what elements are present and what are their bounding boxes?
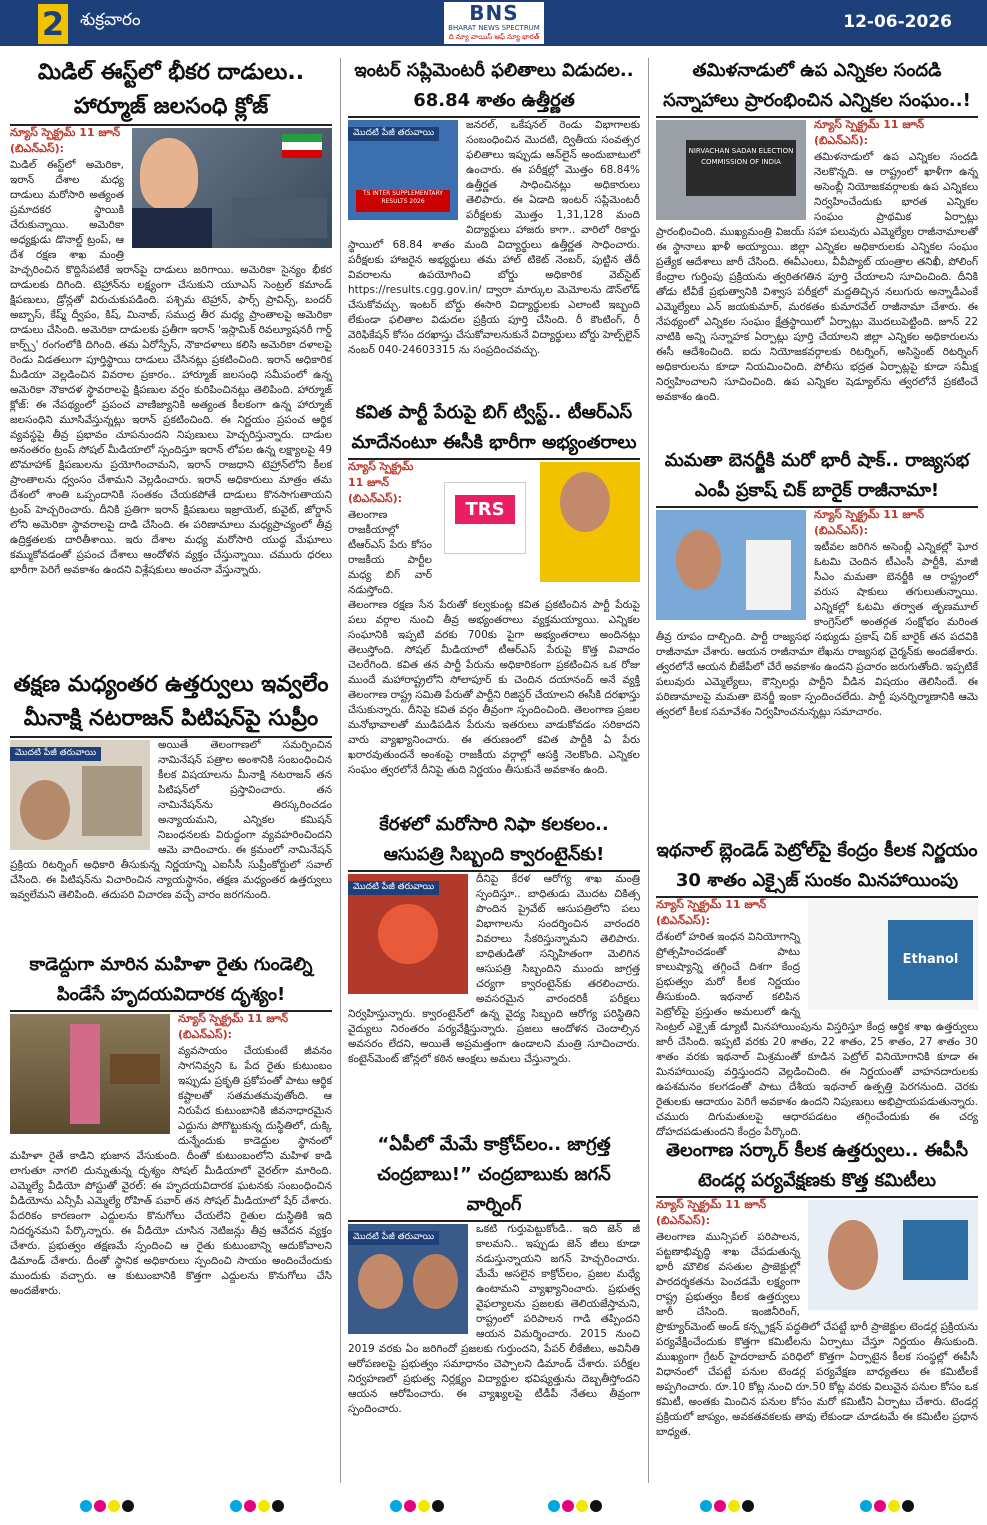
- dateline: న్యూస్ స్పెక్ట్రమ్ 11 జూన్ (బిఎన్ఎస్):: [348, 460, 414, 505]
- bns-logo: [444, 2, 544, 44]
- article-body: ఒకటి గుర్తుపెట్టుకోండి.. ఇది జెన్ జీ కాలమని.. ఇప్పుడు జెన్ జీలు కూడా నడుస్తున్నాయని జగన్ హెచ్చరించారు. మేమే అసలైన కాక్రోచ్‌లం, ప్రజల మధ్యే ఉంటామని వ్యాఖ్యానించారు. ప్రభుత్వ వైఫల్యాలను ప్రజలకు తెలియజేస్తామని, రాష్ట్రంలో పరిపాలన గాడి తప్పిందని ఆయన విమర్శించారు. 2015 నుంచి 2019 వరకు ఏం జరిగిందో ప్రజలకు గుర్తుందని, పేపర్ లీకేజీలు, అవినీతి ఆరోపణలపై ప్రభుత్వం సమాధానం చెప్పాలని డిమాండ్ చేశారు. పరీక్షల నిర్వహణలో ప్రభుత్వ నిర్లక్ష్యం విద్యార్థుల భవిష్యత్తును దెబ్బతీస్తోందని ఆయన ఆరోపించారు. ఈ వ్యాఖ్యలపై టీడీపీ నేతలు తీవ్రంగా స్పందించారు.: [348, 1223, 640, 1415]
- page-number: 2: [38, 4, 68, 44]
- article-title: ఇథనాల్ బ్లెండెడ్ పెట్రోల్‌పై కేంద్రం కీలక నిర్ణయం 30 శాతం ఎక్సైజ్ సుంకం మినహాయింపు: [656, 840, 978, 891]
- election-commission-photo: [656, 120, 806, 220]
- article-kavitha: [348, 398, 640, 798]
- print-registration-marks: [390, 1500, 444, 1512]
- header-day: శుక్రవారం: [80, 10, 141, 30]
- article-title: కేరళలో మరోసారి నిఫా కలకలం.. ఆసుపత్రి సిబ్బంది క్వారంటైన్‌కు!: [379, 814, 609, 865]
- article-body: వ్యవసాయం చేయకుంటే జీవనం సాగనివ్వని ఓ పేద రైతు కుటుంబం ఇప్పుడు ప్రకృతి ప్రకోపంతో పాటు ఆర్థిక కష్టాలతో సతమతమవుతోంది. ఆ నిరుపేద కుటుంబానికి జీవనాధారమైన ఎద్దును పోగొట్టుకున్న దుస్థితిలో, దుక్కి దున్నేందుకు కాడెద్దుల స్థానంలో మహిళా రైతే కాడిని భుజాన వేసుకుంది. దీంతో కుటుంబంలోని మహిళ కాడి లాగుతూ నాగలి దున్నుతున్న దృశ్యం సోషల్ మీడియాలో వైరల్‌గా మారింది. ఎమ్మెల్యే వీడియో పోస్టుతో వైరల్: ఈ హృదయవిదారక ఘటనకు సంబంధించిన వీడియోను ఎన్సీపీ ఎమ్మెల్యే రోహిత్ పవార్ తన సోషల్ మీడియాలో షేర్ చేశారు. పేదరికం కారణంగా ఎద్దులను కొనుగోలు చేయలేని రైతుల దుస్థితికి ఇది నిదర్శనమని పేర్కొన్నారు. ఈ వీడియో చూసిన నెటిజన్లు తీవ్ర ఆవేదన వ్యక్తం చేశారు. ప్రభుత్వం తక్షణమే స్పందించి ఆ రైతు కుటుంబాన్ని ఆదుకోవాలని డిమాండ్ చేశారు. దీంతో స్థానిక అధికారులు స్పందించి సాయం అందించేందుకు ముందుకు వచ్చారు. ఆ కుటుంబానికి కొత్తగా ఎద్దులను కొనుగోలు చేసి అందజేశారు.: [10, 1045, 332, 1297]
- article-title: కాడెద్దుగా మారిన మహిళా రైతు గుండెల్ని పిండేసే హృదయవిదారక దృశ్యం!: [29, 954, 313, 1005]
- article-title: ఇంటర్ సప్లిమెంటరీ ఫలితాలు విడుదల.. 68.84 శాతం ఉత్తీర్ణత: [354, 60, 634, 111]
- ts-inter-banner: TS INTER SUPPLEMENTARY RESULTS 2026: [356, 190, 450, 212]
- ethanol-label: Ethanol: [888, 920, 973, 1000]
- frontpage-badge: మొదటి పేజీ తరువాయి: [10, 740, 150, 754]
- article-title: తమిళనాడులో ఉప ఎన్నికల సందడి సన్నాహాలు ప్రారంభించిన ఎన్నికల సంఘం..!: [663, 60, 971, 111]
- supreme-court-photo: [10, 740, 150, 850]
- article-middle-east: [10, 56, 332, 656]
- article-body: తెలంగాణ మున్సిపల్ పరిపాలన, పట్టణాభివృద్ధి శాఖ చేపడుతున్న భారీ మౌలిక వసతుల ప్రాజెక్టుల్లో పారదర్శకతను పెంచడమే లక్ష్యంగా రాష్ట్ర ప్రభుత్వం కీలక ఉత్తర్వులు జారీ చేసింది. ఇంజినీరింగ్, ప్రొక్యూర్‌మెంట్ అండ్ కన్స్ట్రక్షన్ పద్ధతిలో చేపట్టే భారీ ప్రాజెక్టుల టెండర్ల ప్రక్రియను పర్యవేక్షించేందుకు కొత్తగా కమిటీలను ఏర్పాటు చేస్తూ నిర్ణయం తీసుకుంది. ముఖ్యంగా గ్రేటర్ హైదరాబాద్ పరిధిలో కొత్తగా ఏర్పాటైన కీలక సంస్థల్లో ఈపీసీ విధానంలో చేపట్టే పనుల టెండర్ల పర్యవేక్షణ బాధ్యతలు ఈ కమిటీలకే అప్పగించారు. రూ.10 కోట్ల నుంచి రూ.50 కోట్ల వరకు విలువైన పనుల కోసం ఒక కమిటీ, అంతకు మించిన పనుల కోసం మరో కమిటీని ఏర్పాటు చేశారు. టెండర్ల ప్రక్రియలో జాప్యం, అవకతవకలకు తావు లేకుండా చూడటమే ఈ కమిటీల ప్రధాన బాధ్యత.: [656, 1231, 978, 1438]
- logo-subtitle: BHARAT NEWS SPECTRUM: [448, 24, 540, 32]
- article-body: అయితే తెలంగాణలో సమర్పించిన నామినేషన్ పత్రాల అంశానికి సంబంధించిన కీలక విషయాలను మీనాక్షి నటరాజన్ తన పిటిషన్‌లో ప్రస్తావించారు. తన నామినేషన్‌ను తిరస్కరించడం అన్యాయమని, ఎన్నికల కమిషన్ నిబంధనలకు విరుద్ధంగా వ్యవహరించిందని ఆమె వాదించారు. ఈ క్రమంలో నామినేషన్ ప్రక్రియ రిటర్నింగ్ అధికారి తీసుకున్న నిర్ణయాన్ని ఎఐసీసీ సుప్రీంకోర్టులో సవాల్ చేసింది. ఈ పిటిషన్‌ను విచారించిన న్యాయస్థానం, తక్షణ మధ్యంతర ఉత్తర్వులు ఇవ్వలేమని తెలిపింది. తదుపరి విచారణ వచ్చే వారం జరగనుంది.: [10, 739, 332, 901]
- farmer-photo: [10, 1014, 170, 1134]
- nipah-virus-photo: [348, 874, 468, 994]
- trs-kavitha-photo: [440, 462, 640, 582]
- article-ethanol: [656, 836, 978, 1138]
- column-divider: [340, 58, 341, 1483]
- article-nipah: [348, 810, 640, 1120]
- article-meenakshi: [10, 668, 332, 940]
- mamata-photo: [656, 510, 806, 620]
- article-title: “ఏపీలో మేమే కాక్రోచ్‌లం.. జాగ్రత్త చంద్రబాబు!” చంద్రబాబుకు జగన్ వార్నింగ్: [377, 1134, 611, 1215]
- war-photo: [132, 128, 332, 248]
- students-photo: [348, 120, 458, 220]
- dateline: న్యూస్ స్పెక్ట్రమ్ 11 జూన్ (బిఎన్ఎస్):: [656, 1198, 767, 1227]
- print-registration-marks: [860, 1500, 914, 1512]
- article-ap-warning: [348, 1130, 640, 1480]
- logo-tagline: ది న్యూ వాయిస్ ఆఫ్ న్యూ భారత్: [448, 33, 540, 41]
- article-telangana-epc: [656, 1136, 978, 1480]
- article-farmer: [10, 950, 332, 1480]
- column-divider: [648, 58, 649, 1483]
- masthead: [0, 0, 987, 46]
- frontpage-badge: మొదటి పేజీ తరువాయి: [348, 874, 439, 897]
- article-body: దేశంలో హరిత ఇంధన వినియోగాన్ని ప్రోత్సహించడంతో పాటు కాలుష్యాన్ని తగ్గించే దిశగా కేంద్ర ప్రభుత్వం మరో కీలక నిర్ణయం తీసుకుంది. ఇథనాల్ కలిపిన పెట్రోల్‌పై ప్రస్తుతం అమలులో ఉన్న సెంట్రల్ ఎక్సైజ్ డ్యూటీ మినహాయింపును విస్తరిస్తూ కేంద్ర ఆర్థిక శాఖ ఉత్తర్వులు జారీ చేసింది. ఇప్పటి వరకు 20 శాతం, 22 శాతం, 25 శాతం, 27 శాతం 30 శాతం వరకు ఇథనాల్ మిశ్రమంతో కూడిన పెట్రోల్ వినియోగానికి కూడా ఈ మినహాయింపు వర్తిస్తుందని వెల్లడించింది. ఈ నిర్ణయంతో వాహనదారులకు ఉపశమనం కలగడంతో పాటు దేశీయ ఇథనాల్ ఉత్పత్తి పెరగనుంది. చెరకు రైతులకు ఆదాయం పెరిగే అవకాశం ఉందని నిపుణులు అభిప్రాయపడుతున్నారు. చమురు దిగుమతులపై ఆధారపడటం తగ్గించేందుకు ఈ చర్య దోహదపడుతుందని కేంద్రం పేర్కొంది.: [656, 931, 978, 1138]
- print-registration-marks: [230, 1500, 284, 1512]
- print-registration-marks: [700, 1500, 754, 1512]
- trs-logo: TRS: [455, 495, 515, 524]
- frontpage-badge: మొదటి పేజీ తరువాయి: [348, 1224, 439, 1247]
- dateline: న్యూస్ స్పెక్ట్రమ్ 11 జూన్ (బిఎన్ఎస్):: [814, 118, 925, 147]
- article-body: జనరల్, ఒకేషనల్ రెండు విభాగాలకు సంబంధించిన మొదటి, ద్వితీయ సంవత్సర ఫలితాలు ఇప్పుడు ఆన్‌లైన్ అందుబాటులో ఉంచారు. ఈ పరీక్షల్లో మొత్తం 68.84% ఉత్తీర్ణత సాధించినట్లు అధికారులు తెలిపారు. ఈ ఏడాది ఇంటర్ సప్లిమెంటరీ పరీక్షలకు మొత్తం 1,31,128 మంది విద్యార్థులు హాజరు కాగా.. వారిలో రికార్డు స్థాయిలో 68.84 శాతం మంది విద్యార్థులు ఉత్తీర్ణత సాధించారు. పరీక్షలకు హాజరైన అభ్యర్థులు తమ హాల్ టికెట్ నెంబర్, పుట్టిన తేదీ వివరాలను ఉపయోగించి బోర్డు అధికారిక వెబ్‌సైట్ https://results.cgg.gov.in/ ద్వారా మార్కుల మెమోలను డౌన్‌లోడ్ చేసుకోవచ్చు. ఇంటర్ బోర్డు ఈసారి విద్యార్థులకు ఎలాంటి ఇబ్బంది లేకుండా ఫలితాల విడుదల ప్రక్రియ పూర్తి చేసింది. రీ కౌంటింగ్, రీ వెరిఫికేషన్ కోసం దరఖాస్తు చేసుకోవాలనుకునే విద్యార్థులు బోర్డు హెల్ప్‌లైన్ నంబర్ 040-24603315 ను సంప్రదించవచ్చు.: [348, 119, 640, 356]
- header-date: 12-06-2026: [843, 12, 952, 32]
- article-title: తెలంగాణ సర్కార్ కీలక ఉత్తర్వులు.. ఈపీసీ టెండర్ల పర్యవేక్షణకు కొత్త కమిటీలు: [665, 1140, 968, 1191]
- frontpage-badge: మొదటి పేజీ తరువాయి: [348, 120, 439, 143]
- article-body: దీనిపై కేరళ ఆరోగ్య శాఖ మంత్రి స్పందిస్తూ.. బాధితుడు మొదట చికిత్స పొందిన ప్రైవేట్ ఆసుపత్రిలోని పలు విభాగాలను సందర్శించిన వారందరి వివరాలు సేకరిస్తున్నామని తెలిపారు. బాధితుడితో సన్నిహితంగా మెలిగిన ఆసుపత్రి సిబ్బందిని ముందు జాగ్రత్త చర్యగా క్వారంటైన్‌కు తరలించారు. అవసరమైన వారందరికీ పరీక్షలు నిర్వహిస్తున్నారు. క్వారంటైన్‌లో ఉన్న వైద్య సిబ్బంది ఆరోగ్య పరిస్థితిని వైద్యులు నిరంతరం పర్యవేక్షిస్తున్నారు. ప్రజలు ఆందోళన చెందాల్సిన అవసరం లేదని, అయితే అప్రమత్తంగా ఉండాలని మంత్రి సూచించారు. కంటైన్‌మెంట్ జోన్లలో కఠిన ఆంక్షలు అమలు చేస్తున్నారు.: [348, 873, 640, 1065]
- article-title: కవిత పార్టీ పేరుపై బిగ్ ట్విస్ట్.. టీఆర్ఎస్ మాదేనంటూ ఈసీకి భారీగా అభ్యంతరాలు: [351, 402, 637, 453]
- article-body: తెలంగాణ రాజకీయాల్లో టీఆర్ఎస్ పేరు కోసం రాజకీయ పార్టీల మధ్య బిగ్ వార్ నడుస్తోంది. తెలంగాణ రక్షణ సేన పేరుతో కల్వకుంట్ల కవిత ప్రకటించిన పార్టీ పేరుపై పలు వర్గాల నుంచి తీవ్ర అభ్యంతరాలు వ్యక్తమయ్యాయి. ఎన్నికల సంఘానికి ఇప్పటి వరకు 700కు పైగా అభ్యంతరాలు అందినట్లు తెలుస్తోంది. సోషల్ మీడియాలో టీఆర్ఎస్ పేరుపై కొత్త వివాదం చెలరేగింది. కవిత తన పార్టీ పేరును అధికారికంగా ప్రకటించిన ఒక రోజు ముందే మహారాష్ట్రలోని సోలాపూర్ కు చెందిన దయానంద్ అనే వ్యక్తి తెలంగాణ రాష్ట్ర సమితి పేరుతో పార్టీని రిజిస్టర్ చేయాలని ఈసీకి దరఖాస్తు చేసుకున్నారు. దీనిపై కవిత వర్గం తీవ్రంగా స్పందించింది. తెలంగాణ ప్రజల మనోభావాలతో ముడిపడిన పేరును ఇతరులు వాడుకోవడం సరికాదని వారు వ్యాఖ్యానించారు. ఈ తరుణంలో కవిత పార్టీకి ఏ పేరు ఖరారవుతుందనే అంశంపై రాజకీయ వర్గాల్లో ఆసక్తి నెలకొంది. ఎన్నికల సంఘం త్వరలోనే దీనిపై తుది నిర్ణయం తీసుకునే అవకాశం ఉంది.: [348, 509, 641, 776]
- dateline: న్యూస్ స్పెక్ట్రమ్ 11 జూన్ (బిఎన్ఎస్):: [814, 508, 925, 537]
- eci-board: NIRVACHAN SADAN ELECTION COMMISSION OF INDIA: [686, 140, 796, 196]
- article-title: మమతా బెనర్జీకి మరో భారీ షాక్.. రాజ్యసభ ఎంపీ ప్రకాష్ చిక్ బారైక్ రాజీనామా!: [664, 450, 970, 501]
- article-body: తమిళనాడులో ఉప ఎన్నికల సందడి నెలకొన్నది. ఆ రాష్ట్రంలో ఖాళీగా ఉన్న అసెంబ్లీ నియోజకవర్గాలకు ఉప ఎన్నికలు నిర్వహించేందుకు భారత ఎన్నికల సంఘం ప్రాథమిక ఏర్పాట్లు ప్రారంభించింది. ముఖ్యమంత్రి విజయ్ సహా పలువురు ఎమ్మెల్యేల రాజీనామాలతో ఈ స్థానాలు ఖాళీ అయ్యాయి. జిల్లా ఎన్నికల అధికారులకు ఎన్నికల సంఘం ప్రత్యేక ఆదేశాలు జారీ చేసింది. ఈవీఎంలు, వీవీప్యాట్ యంత్రాల తనిఖీ, పోలింగ్ కేంద్రాల గుర్తింపు ప్రక్రియను త్వరితగతిన పూర్తి చేయాలని సూచించింది. దీనికి తోడు టీవీకే ప్రభుత్వానికి విశ్వాస పరీక్షలో మద్దతిచ్చిన నలుగురు అన్నాడీఎంకే ఎమ్మెల్యేలు ఎన్ జయకుమార్, మరకతం కుమారవేల్ రాజీనామా చేశారు. ఈ నేపథ్యంలో ఎన్నికల సంఘం క్షేత్రస్థాయిలో ఏర్పాట్లు మొదలుపెట్టింది. జూన్ 22 నాటికి అన్ని సన్నాహక ఏర్పాట్లు పూర్తి చేయాలని జిల్లా ఎన్నికల అధికారులను ఈసీ ఆదేశించింది. ఐదు నియోజకవర్గాలకు రిటర్నింగ్, అసిస్టెంట్ రిటర్నింగ్ అధికారులను కూడా నియమించింది. పోలీసు భద్రత ఏర్పాట్లపై కూడా సమీక్ష నిర్వహించాలని సూచించింది. ఉప ఎన్నికల షెడ్యూల్‌ను త్వరలోనే ప్రకటించే అవకాశం ఉంది.: [656, 151, 978, 403]
- print-registration-marks: [548, 1500, 602, 1512]
- article-tamilnadu: [656, 56, 978, 436]
- dateline: న్యూస్ స్పెక్ట్రమ్ 11 జూన్ (బిఎన్ఎస్):: [10, 126, 121, 155]
- ethanol-photo: [808, 900, 978, 1010]
- dateline: న్యూస్ స్పెక్ట్రమ్ 11 జూన్ (బిఎన్ఎస్):: [178, 1012, 289, 1041]
- logo-text: BNS: [469, 1, 519, 25]
- revanth-photo: [808, 1200, 978, 1310]
- article-inter-results: [348, 56, 640, 386]
- article-title: మిడిల్ ఈస్ట్‌లో భీకర దాడులు.. హార్మూజ్ జలసంధి క్లోజ్: [37, 60, 305, 119]
- article-title: తక్షణ మధ్యంతర ఉత్తర్వులు ఇవ్వలేం మీనాక్షి నటరాజన్ పిటిషన్‌పై సుప్రీం: [13, 672, 329, 731]
- article-mamata: [656, 446, 978, 826]
- article-body: ఇటీవల జరిగిన అసెంబ్లీ ఎన్నికల్లో ఘోర ఓటమి చెందిన టీఎంసీ పార్టీకి, మాజీ సీఎం మమతా బెనర్జీకి ఆ రాష్ట్రంలో వరుస షాకులు తగులుతున్నాయి. ఎన్నికల్లో ఓటమి తర్వాత తృణమూల్ కాంగ్రెస్‌లో అంతర్గత సంక్షోభం మరింత తీవ్ర రూపం దాల్చింది. పార్టీ రాజ్యసభ సభ్యుడు ప్రకాష్ చిక్ బారైక్ తన పదవికి రాజీనామా చేశారు. ఆయన రాజీనామా లేఖను రాజ్యసభ చైర్మన్‌కు అందజేశారు. త్వరలోనే ఆయన బీజేపీలో చేరే అవకాశం ఉందని ప్రచారం జరుగుతోంది. ఇప్పటికే పలువురు ఎమ్మెల్యేలు, కౌన్సిలర్లు పార్టీని వీడిన విషయం తెలిసిందే. ఈ పరిణామాలపై మమతా బెనర్జీ ఇంకా స్పందించలేదు. పార్టీ పునర్నిర్మాణానికి ఆమె త్వరలో కీలక సమావేశం నిర్వహించనున్నట్లు సమాచారం.: [656, 541, 978, 718]
- jagan-chandrababu-photo: [348, 1224, 468, 1334]
- print-registration-marks: [80, 1500, 134, 1512]
- article-body: మిడిల్ ఈస్ట్‌లో అమెరికా, ఇరాన్ దేశాల మధ్య దాడులు మరోసారి అత్యంత ప్రమాదకర స్థాయికి చేరుకున్నాయి. అమెరికా అధ్యక్షుడు డొనాల్డ్ ట్రంప్, ఆ దేశ రక్షణ శాఖ మంత్రి హెచ్చరించిన కొద్దిసేపటికే ఇరాన్‌పై దాడులు జరిగాయి. అమెరికా సైన్యం భీకర దాడులకు దిగింది. టెహ్రాన్‌ను లక్ష్యంగా చేసుకుని యూఎస్ సెంట్రల్ కమాండ్ క్షిపణులు, డ్రోన్లతో విరుచుకుపడింది. పశ్చిమ టెహ్రాన్, ఫార్స్ ప్రావిన్స్, బందర్ అబ్బాస్, కేష్మ్ ద్వీపం, కిష్, మినాబ్, సముద్ర తీర మధ్య ప్రాంతాలపై అమెరికా దాడులు చేసింది. అమెరికా దాడులకు ప్రతీగా ఇరాన్ 'ఇస్లామిక్ రివల్యూషనరీ గార్డ్ కార్ప్స్' రంగంలోకి దిగింది. తమ ఏరోస్పేస్, నౌకాదళాలు కలిసి అమెరికా దళాలపై రెండు విడతలుగా పూర్తిస్థాయి దాడులు చేసినట్లు ప్రకటించింది. ఇరాన్ అధికారిక మీడియా వెల్లడించిన వివరాల ప్రకారం.. హార్మూజ్ జలసంధి సమీపంలో ఉన్న అమెరికా నౌకాదళ స్థావరాలపై క్షిపణుల వర్షం కురిపించినట్లు తెలిపింది. హార్మూజ్ క్లోజ్: ఈ నేపథ్యంలో ప్రపంచ వాణిజ్యానికి అత్యంత కీలకంగా ఉన్న హార్మూజ్ జలసంధిని మూసివేస్తున్నట్లు ఇరాన్ ప్రకటించింది. ఈ నిర్ణయం ప్రపంచ ఆర్థిక వ్యవస్థపై తీవ్ర ప్రభావం చూపనుందని నిపుణులు హెచ్చరిస్తున్నారు. దాడుల అనంతరం ట్రంప్ సోషల్ మీడియాలో స్పందిస్తూ ఇరాన్ లోపల ఉన్న లక్ష్యాలపై 49 టొమాహాక్ క్షిపణులను ప్రయోగించామని, ఇరాన్ రాజధాని టెహ్రాన్‌లోని కీలక ప్రాంతాలను ధ్వంసం చేశామని వెల్లడించారు. ఇరాన్ అధికారులు మాత్రం తమ దేశంలో శాంతి ఒప్పందానికి సంతకం చేయకపోతే దాడులు కొనసాగుతాయని ట్రంప్ హెచ్చరించారు. దీనికి ప్రతిగా ఇరాన్ క్షిపణులు ఇజ్రాయెల్, కువైట్, జోర్డాన్ లోని అమెరికా స్థావరాలపై దాడి చేసింది. ఈ పరిణామాలు మధ్యప్రాచ్యంలో తీవ్ర ఉద్రిక్తతలకు దారితీశాయి. ఇరు దేశాల మధ్య మరోసారి యుద్ధ మేఘాలు కమ్ముకోవడంతో ప్రపంచ దేశాలు ఆందోళన వ్యక్తం చేస్తున్నాయి. చమురు ధరలు భారీగా పెరిగే అవకాశం ఉందని విశ్లేషకులు అంచనా వేస్తున్నారు.: [10, 159, 332, 576]
- dateline: న్యూస్ స్పెక్ట్రమ్ 11 జూన్ (బిఎన్ఎస్):: [656, 898, 767, 927]
